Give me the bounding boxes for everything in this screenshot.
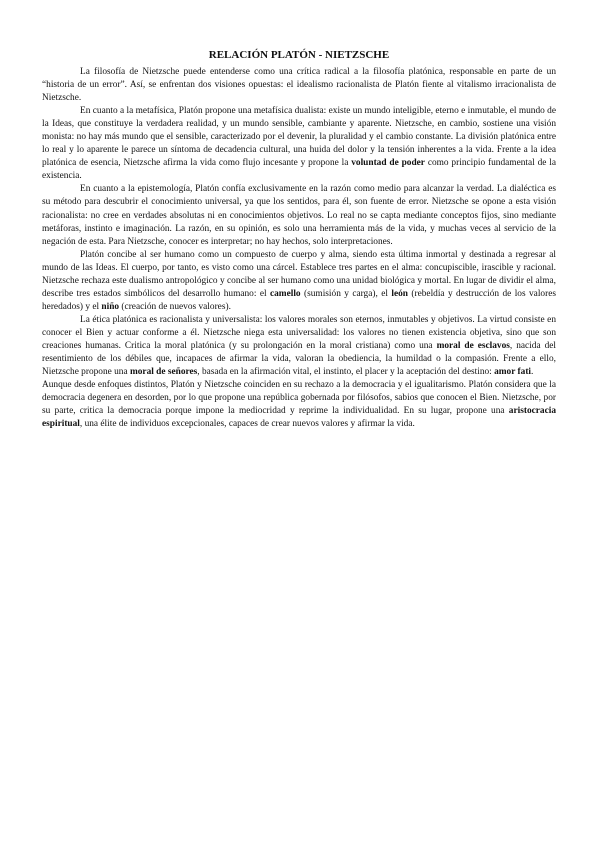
paragraph-text: (creación de nuevos valores).	[119, 301, 231, 312]
paragraph	[42, 314, 556, 379]
paragraph	[42, 66, 556, 105]
paragraph-text: En cuanto a la metafísica, Platón propone una metafísica dualista: existe un mundo inteligible, eterno e inmutable, el mundo de la Ideas, que constituye la verdadera realidad, y un mundo sensible, cambiante y aparente. Nietzsche, en cambio, sostiene una visión monista: no hay más mundo que el sensible, caracterizado por el devenir, la pluralidad y el cambio constante. La división platónica entre lo real y lo aparente le parece un síntoma de decadencia cultural, una huida del dolor y la tensión inherentes a la vida. Frente a la idea platónica de esencia, Nietzsche afirma la vida como flujo incesante y propone la	[42, 106, 556, 169]
bold-term: moral de señores	[129, 367, 198, 378]
paragraph	[42, 249, 556, 314]
paragraph-text: La filosofía de Nietzsche puede entenderse como una crítica radical a la filosofía platónica, responsable en parte de un “historia de un error”. Así, se enfrentan dos visiones opuestas: el idealismo racionalista de Platón fiente al vitalismo irracionalista de Nietzsche.	[42, 67, 556, 104]
bold-term: niño	[101, 301, 120, 312]
paragraph-text: (sumisión y carga), el	[300, 288, 392, 299]
paragraph-text: , una élite de individuos excepcionales, capaces de crear nuevos valores y afirmar la vida.	[79, 419, 415, 430]
document-title: RELACIÓN PLATÓN - NIETZSCHE	[208, 49, 390, 61]
bold-term: camello	[269, 288, 301, 299]
bold-term: aristocracia espiritual	[42, 406, 556, 430]
paragraph-text: En cuanto a la epistemología, Platón confía exclusivamente en la razón como medio para alcanzar la verdad. La dialéctica es su método para descubrir el conocimiento universal, ya que los sentidos, para él, son fuente de error. Nietzsche se opone a esta visión racionalista: no cree en verdades absolutas ni en conocimientos objetivos. Lo real no se capta mediante conceptos fijos, sino mediante metáforas, instinto e imaginación. La razón, en su opinión, es solo una herramienta más de la vida, y muchas veces al servicio de la negación de esta. Para Nietzsche, conocer es interpretar; no hay hechos, solo interpretaciones.	[42, 184, 556, 247]
paragraph	[42, 183, 556, 248]
paragraph-text: como principio fundamental de la existencia.	[42, 158, 556, 182]
paragraph-text: , basada en la afirmación vital, el instinto, el placer y la aceptación del destino:	[197, 367, 495, 378]
bold-term: amor fati	[494, 367, 532, 378]
bold-term: voluntad de poder	[351, 158, 425, 169]
document-page	[42, 48, 556, 431]
bold-term: león	[391, 288, 408, 299]
bold-term: moral de esclavos	[436, 340, 510, 351]
paragraph-text: Aunque desde enfoques distintos, Platón y Nietzsche coinciden en su rechazo a la democracia y el igualitarismo. Platón considera que la democracia degenera en desorden, por lo que propone una república gobernada por filósofos, sabios que conocen el Bien. Nietzsche, por su parte, critica la democracia porque impone la mediocridad y reprime la individualidad. En su lugar, propone una	[42, 380, 556, 417]
paragraph	[42, 105, 556, 183]
paragraph-text: , nacida del resentimiento de los débiles que, incapaces de afirmar la vida, valoran la obediencia, la humildad o la compasión. Frente a ello, Nietzsche propone una	[42, 340, 556, 378]
paragraph-text: .	[531, 367, 534, 378]
paragraph-text: (rebeldía y destrucción de los valores heredados) y el	[42, 288, 556, 312]
paragraph-text: La ética platónica es racionalista y universalista: los valores morales son eternos, inmutables y objetivos. La virtud consiste en conocer el Bien y actuar conforme a él. Nietzsche niega esta universalidad: los valores no tienen existencia objetiva, sino que son creaciones humanas. Critica la moral platónica (y su prolongación en la moral cristiana) como una	[42, 314, 556, 351]
document-body	[42, 66, 556, 431]
paragraph-text: Platón concibe al ser humano como un compuesto de cuerpo y alma, siendo esta última inmortal y destinada a regresar al mundo de las Ideas. El cuerpo, por tanto, es visto como una cárcel. Establece tres partes en el alma: concupiscible, irascible y racional. Nietzsche rechaza este dualismo antropológico y concibe al ser humano como una unidad biológica y mortal. En lugar de dividir el alma, describe tres estados simbólicos del desarrollo humano: el	[42, 249, 556, 299]
paragraph	[42, 379, 556, 431]
